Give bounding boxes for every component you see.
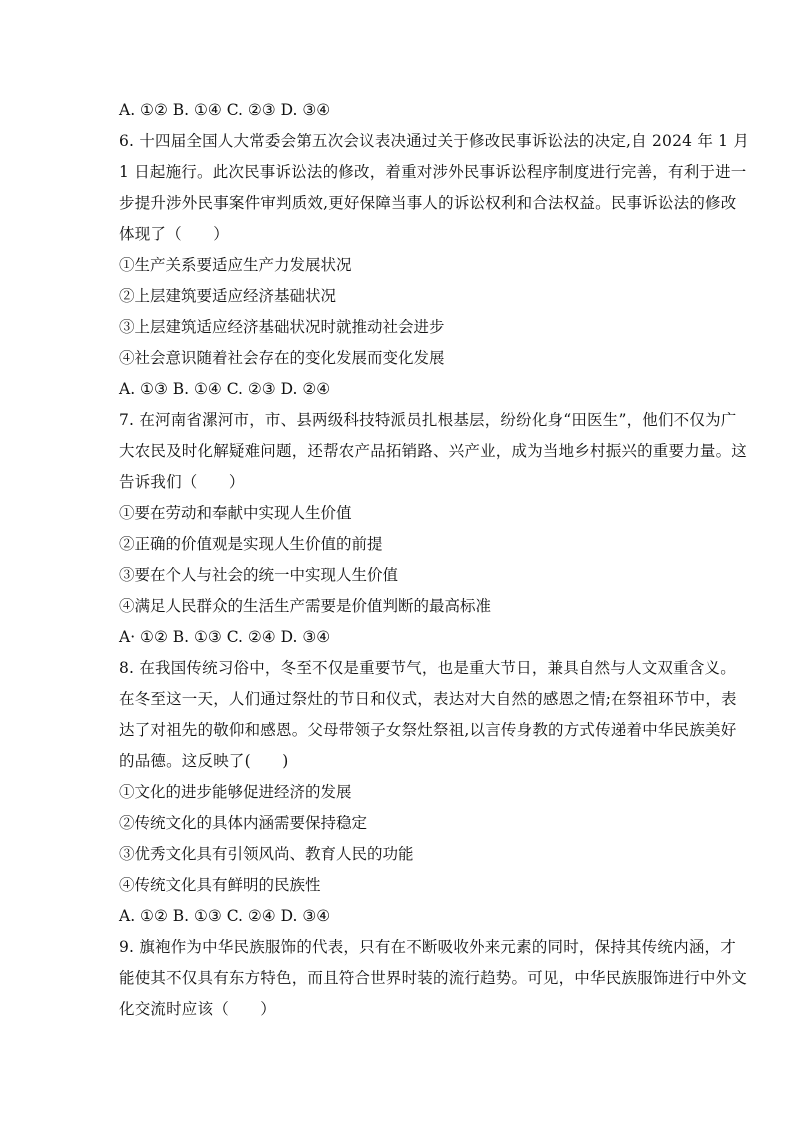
stem-line: 达了对祖先的敬仰和感恩。父母带领子女祭灶祭祖,以言传身教的方式传递着中华民族美好 bbox=[119, 721, 737, 739]
previous-answer-choices: A. ①② B. ①④ C. ②③ D. ③④ bbox=[119, 101, 331, 119]
stem-line: 告诉我们（ ） bbox=[119, 473, 245, 491]
question-7 bbox=[119, 410, 748, 658]
answer-choices: A· ①② B. ①③ C. ②④ D. ③④ bbox=[119, 628, 331, 646]
question-stem bbox=[119, 937, 748, 1030]
option-item: ④满足人民群众的生活生产需要是价值判断的最高标准 bbox=[119, 597, 492, 615]
stem-line: 在冬至这一天，人们通过祭灶的节日和仪式，表达对大自然的感恩之情;在祭祖环节中，表 bbox=[119, 690, 737, 708]
option-item: ③要在个人与社会的统一中实现人生价值 bbox=[119, 566, 399, 584]
question-stem bbox=[119, 658, 737, 782]
stem-line: 9. 旗袍作为中华民族服饰的代表，只有在不断吸收外来元素的同时，保持其传统内涵，才 bbox=[119, 938, 736, 956]
option-item: ④传统文化具有鲜明的民族性 bbox=[119, 876, 321, 894]
option-item: ④社会意识随着社会存在的变化发展而变化发展 bbox=[119, 349, 445, 367]
stem-line: 7. 在河南省漯河市，市、县两级科技特派员扎根基层，纷纷化身“田医生”，他们不仅为广 bbox=[119, 411, 737, 429]
option-item: ③优秀文化具有引领风尚、教育人民的功能 bbox=[119, 845, 414, 863]
exam-page bbox=[119, 100, 750, 1030]
option-item: ①要在劳动和奉献中实现人生价值 bbox=[119, 504, 352, 522]
stem-line: 大农民及时化解疑难问题，还帮农产品拓销路、兴产业，成为当地乡村振兴的重要力量。这 bbox=[119, 442, 748, 460]
stem-line: 的品德。这反映了( ) bbox=[119, 752, 289, 770]
option-item: ②上层建筑要适应经济基础状况 bbox=[119, 287, 337, 305]
stem-line: 能使其不仅具有东方特色，而且符合世界时装的流行趋势。可见，中华民族服饰进行中外文 bbox=[119, 969, 748, 987]
stem-line: 步提升涉外民事案件审判质效,更好保障当事人的诉讼权利和合法权益。民事诉讼法的修改 bbox=[119, 194, 737, 212]
answer-choices: A. ①② B. ①③ C. ②④ D. ③④ bbox=[119, 907, 331, 925]
stem-line: 6. 十四届全国人大常委会第五次会议表决通过关于修改民事诉讼法的决定,自 2024 年 1 月 bbox=[119, 132, 750, 150]
question-stem bbox=[119, 410, 748, 503]
stem-line: 化交流时应该（ ） bbox=[119, 1000, 277, 1018]
answer-choices: A. ①③ B. ①④ C. ②③ D. ②④ bbox=[119, 380, 331, 398]
stem-line: 8. 在我国传统习俗中，冬至不仅是重要节气，也是重大节日，兼具自然与人文双重含义。 bbox=[119, 659, 736, 677]
stem-line: 体现了（ ） bbox=[119, 225, 229, 243]
stem-line: 1 日起施行。此次民事诉讼法的修改，着重对涉外民事诉讼程序制度进行完善，有利于进一 bbox=[119, 163, 747, 181]
question-stem bbox=[119, 131, 750, 255]
option-item: ②传统文化的具体内涵需要保持稳定 bbox=[119, 814, 368, 832]
question-8 bbox=[119, 658, 737, 937]
option-item: ①生产关系要适应生产力发展状况 bbox=[119, 256, 352, 274]
option-item: ③上层建筑适应经济基础状况时就推动社会进步 bbox=[119, 318, 445, 336]
option-item: ①文化的进步能够促进经济的发展 bbox=[119, 783, 352, 801]
question-6 bbox=[119, 131, 750, 410]
question-9 bbox=[119, 937, 748, 1030]
option-item: ②正确的价值观是实现人生价值的前提 bbox=[119, 535, 383, 553]
